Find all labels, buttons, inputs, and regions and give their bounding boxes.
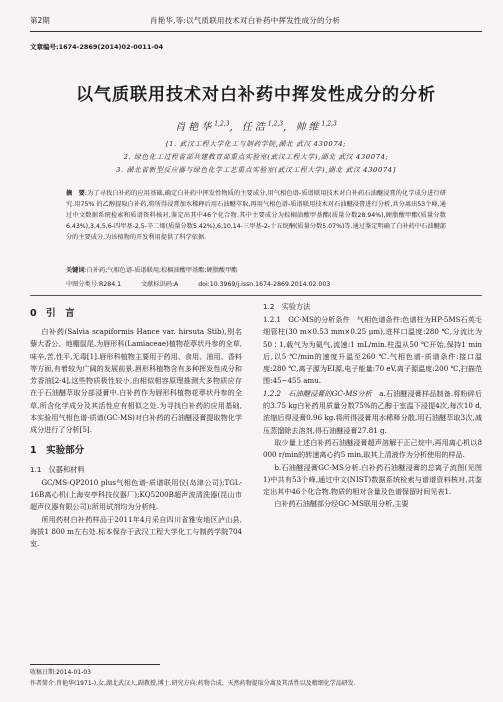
author-affil-mark: 1,2,3 <box>267 120 284 128</box>
author-name: 任浩 <box>241 122 268 133</box>
header-rule <box>30 31 482 32</box>
running-title: 肖艳华,等:以气质联用技术对白补药中挥发性成分的分析 <box>150 16 341 25</box>
author-list: 肖艳华$^{1,2,3}$, 任浩$^{1,2,3}$, 帅维$^{1,2,3}$ <box>175 120 337 133</box>
author-bio: 作者简介:肖艳华(1971-),女,湖北武汉人,副教授,博士.研究方向:药物合成、天然药物提取分离及其活性以及精细化学品研发. <box>30 680 356 687</box>
clc-number: 中图分类号:R284.1 <box>66 281 122 288</box>
author-affil-mark: 1,2,3 <box>214 120 230 128</box>
instruments-paragraph: GC/MS-QP2010 plus气相色谱-质谱联用仪(岛津公司);TGL-16B离心机(上海安亭科技仪器厂);KQ5200B超声波清洗器(昆山市超声仪器有限公司);所用试剂均为分析纯. <box>30 477 242 512</box>
section-1-1-heading: 1.1 仪器和材料 <box>30 464 85 474</box>
received-date: 收稿日期:2014-01-03 <box>30 669 91 676</box>
affiliation-line: 3. 湖北省新型反应器与绿色化学工艺重点实验室(武汉工程大学),湖北 武汉 430074] <box>116 166 396 174</box>
section-1-2-heading: 1.2 实验方法 <box>263 302 311 311</box>
abstract-label: 摘 要 <box>66 190 85 197</box>
running-header <box>30 14 482 28</box>
footnote-rule <box>30 664 160 665</box>
extract-analysis <box>263 388 482 437</box>
page-label: 第2期 <box>30 16 50 25</box>
left-column <box>30 300 242 550</box>
affiliation-line: [1. 武汉工程大学化工与制药学院,湖北 武汉 430074; <box>165 140 347 148</box>
materials-paragraph: 所用药材白补药样品于2011年4月采自四川省雅安地区泸山县,海拔1 800 m左右处.标本保存于武汉工程大学化工与制药学院704室. <box>30 514 242 549</box>
section-1-2-2-heading: 1.2.2 石油醚浸膏的GC-MS分析 <box>263 388 372 398</box>
author-name: 肖艳华 <box>175 122 215 133</box>
gcms-conditions <box>263 314 482 388</box>
intro-paragraph: 白补药(Salvia scapiformis Hance var. hirsuta Stib),别名藜大香公、地棚鼠尾,为唇形科(Lamiaceae)植物花葶状丹参的全草,味辛,苦,性平,无毒[1].唇形科植物主要用于药用、食用、油用、香料等方面,有着较为广阔的发展前景.唇形科植物含有多种挥发性成分和芳香油[2-4],这些物质极性较小,由相似相容原理推测大多物质应存在于石油醚萃取分部浸膏中.白补药作为唇形科植物花葶状丹参的全草,所含化学成分及其活性应有相似之处.为寻找白补药的应用基础,本实验用气相色谱-质谱(GC-MS)对白补药的石油醚浸膏提取物化学成分进行了分析[5]. <box>30 327 242 435</box>
section-1-heading: 1 实验部分 <box>30 444 85 456</box>
keywords <box>66 265 446 274</box>
author-affil-mark: 1,2,3 <box>321 120 337 128</box>
right-column <box>263 300 482 511</box>
doi: doi:10.3969/j.issn.1674-2869.2014.02.003 <box>198 281 331 288</box>
author-name: 帅维 <box>295 122 322 133</box>
article-number: 文章编号:1674-2869(2014)02-0011-04 <box>30 43 164 51</box>
affiliation-line: 2. 绿色化工过程省部共建教育部重点实验室(武汉工程大学),湖北 武汉 430074; <box>123 153 389 161</box>
sample-prep-paragraph: 取少量上述白补药石油醚浸膏超声溶解于正己烷中,再用离心机以8 000 r/min的转速离心约5 min,取其上清液作为分析使用的样品. <box>263 437 482 460</box>
abstract-text: :为了寻找白补药的应用基础,确定白补药中挥发性物质的主要成分,用气相色谱-质谱联用技术对白补药石油醚浸膏的化学成分进行研究.用75% 的乙醇提取白补药,将所得浸膏加水稀释后用石油醚萃取,再用气相色谱-质谱联用技术对石油醚浸膏进行分析,共分离出53个峰,通过中文数据系统检索和质谱资料核对,鉴定出其中46个化合物.其中主要成分为棕榈油酸甲基酯(质量分数28.94%),硬脂酸甲酯(质量分数6.43%),3,4,5,6-四甲基-2,5-辛二烯(质量分数5.42%),6,10,14-三甲基-2-十五烷酮(质量分数5.07%)等.通过鉴定明确了白补药中石油醚部分的主要成分,为该植物的开发利用提供了科学依据. <box>66 190 447 241</box>
analysis-paragraph: 白补药石油醚部分经GC-MS联用分析,主要 <box>274 499 409 509</box>
abstract <box>66 188 446 243</box>
classification-row <box>66 279 446 288</box>
gcms-conditions-text: 气相色谱条件:色谱柱为HP-5MS石英毛细管柱(30 m×0.53 mm×0.25 μm),进样口温度:280 ℃,分流比为50∶1,载气为为氦气,流速:1 mL/min.柱温从50 ℃开始,保持1 min后,以5 ℃/min的速度升温至260 ℃.气相色谱-质谱条件:接口温度:280 ℃,离子源为EI源,电子能量:70 eV,离子源温度:200 ℃,扫描范围:45~455 amu. <box>263 315 483 386</box>
paper-title: 以气质联用技术对白补药中挥发性成分的分析 <box>76 85 436 105</box>
section-1-2-1-heading: 1.2.1 GC-MS的分析条件 <box>263 315 350 324</box>
section-rule <box>30 295 482 296</box>
keywords-text: :白补药;气相色谱-质谱联用;棕榈油酸甲基酯;硬脂酸甲酯 <box>84 267 238 274</box>
document-code: 文献标识码:A <box>141 281 179 288</box>
intro-heading: 0 引 言 <box>30 308 75 319</box>
gcms-result-paragraph: b.石油醚浸膏GC-MS分析.白补药石油醚浸膏的总离子流图(见图1)中共有53个峰,通过中文(NIST)数据系统检索与谱谱资料核对,共鉴定出其中46个化合物.物质的相对含量及色谱保留时间见表1. <box>263 462 482 497</box>
extract-analysis-text: a.石油醚浸膏样品制备.将粉碎后的3.75 kg白补药用质量分数75%的乙醇于室温下浸提4次,每次10 d,浓缩后得浸膏0.96 kg.将所得浸膏用水稀释分散,用石油醚萃取3次,减压蒸馏除去溶剂,得石油醚浸膏27.81 g. <box>263 388 483 435</box>
keywords-label: 关键词 <box>66 267 85 274</box>
